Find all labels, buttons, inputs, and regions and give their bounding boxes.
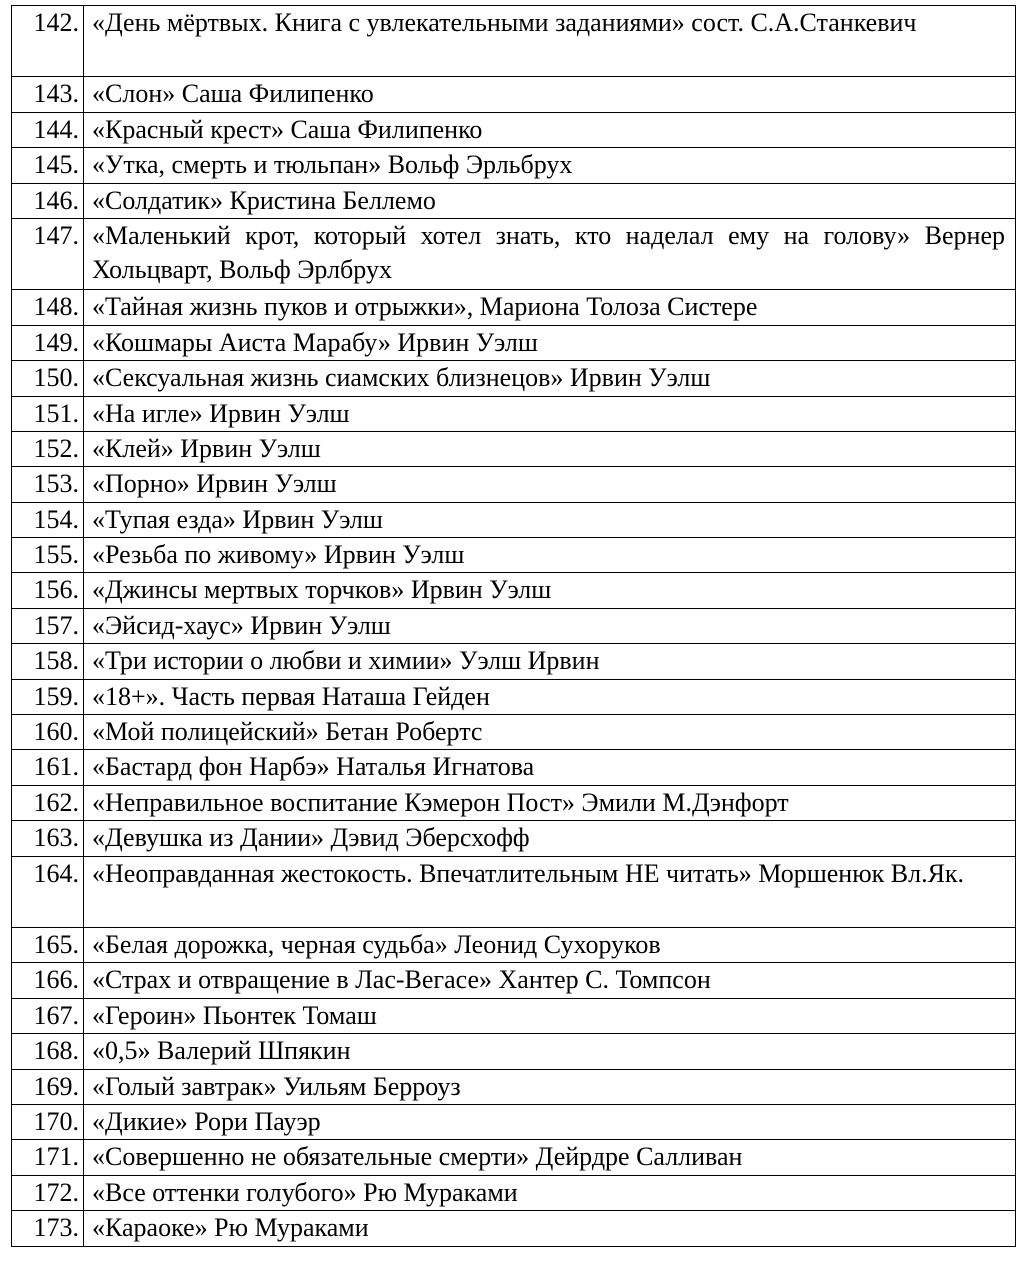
row-number: 163. [12, 821, 84, 856]
table-row [12, 1140, 1016, 1175]
row-number: 151. [12, 396, 84, 431]
row-number: 157. [12, 608, 84, 643]
document-page [11, 5, 1016, 1247]
book-title-author: «День мёртвых. Книга с увлекательными заданиями» сост. С.А.Станкевич [84, 6, 1016, 77]
book-title-author: «Солдатик» Кристина Беллемо [84, 183, 1016, 218]
table-row [12, 218, 1016, 289]
row-number: 154. [12, 502, 84, 537]
table-row [12, 998, 1016, 1033]
row-number: 160. [12, 715, 84, 750]
book-title-author: «Маленький крот, который хотел знать, кто наделал ему на голову» Вернер Хольцварт, Вольф Эрлбрух [84, 218, 1016, 289]
book-title-author: «Девушка из Дании» Дэвид Эберсхофф [84, 821, 1016, 856]
table-body [12, 6, 1016, 1247]
book-title-author: «Дикие» Рори Пауэр [84, 1104, 1016, 1139]
row-number: 161. [12, 750, 84, 785]
table-row [12, 1034, 1016, 1069]
table-row [12, 290, 1016, 325]
table-row [12, 431, 1016, 466]
row-number: 165. [12, 927, 84, 962]
book-title-author: «Героин» Пьонтек Томаш [84, 998, 1016, 1033]
row-number: 147. [12, 218, 84, 289]
row-number: 145. [12, 148, 84, 183]
row-number: 148. [12, 290, 84, 325]
book-title-author: «Страх и отвращение в Лас-Вегасе» Хантер С. Томпсон [84, 963, 1016, 998]
row-number: 164. [12, 856, 84, 927]
row-number: 149. [12, 325, 84, 360]
table-row [12, 112, 1016, 147]
book-list-table [11, 5, 1016, 1247]
row-number: 143. [12, 77, 84, 112]
book-title-author: «Бастард фон Нарбэ» Наталья Игнатова [84, 750, 1016, 785]
row-number: 171. [12, 1140, 84, 1175]
table-row [12, 679, 1016, 714]
row-number: 152. [12, 431, 84, 466]
table-row [12, 361, 1016, 396]
row-number: 150. [12, 361, 84, 396]
table-row [12, 963, 1016, 998]
row-number: 172. [12, 1175, 84, 1210]
book-title-author: «Клей» Ирвин Уэлш [84, 431, 1016, 466]
row-number: 162. [12, 785, 84, 820]
book-title-author: «Порно» Ирвин Уэлш [84, 467, 1016, 502]
book-title-author: «Белая дорожка, черная судьба» Леонид Сухоруков [84, 927, 1016, 962]
row-number: 142. [12, 6, 84, 77]
table-row [12, 148, 1016, 183]
table-row [12, 821, 1016, 856]
book-title-author: «Голый завтрак» Уильям Берроуз [84, 1069, 1016, 1104]
table-row [12, 502, 1016, 537]
book-title-author: «Резьба по живому» Ирвин Уэлш [84, 538, 1016, 573]
row-number: 159. [12, 679, 84, 714]
book-title-author: «0,5» Валерий Шпякин [84, 1034, 1016, 1069]
book-title-author: «Караоке» Рю Мураками [84, 1211, 1016, 1246]
row-number: 173. [12, 1211, 84, 1246]
book-title-author: «Неоправданная жестокость. Впечатлительным НЕ читать» Моршенюк Вл.Як. [84, 856, 1016, 927]
book-title-author: «Утка, смерть и тюльпан» Вольф Эрльбрух [84, 148, 1016, 183]
table-row [12, 644, 1016, 679]
table-row [12, 715, 1016, 750]
table-row [12, 608, 1016, 643]
row-number: 153. [12, 467, 84, 502]
row-number: 167. [12, 998, 84, 1033]
book-title-author: «Тайная жизнь пуков и отрыжки», Мариона Толоза Систере [84, 290, 1016, 325]
row-number: 169. [12, 1069, 84, 1104]
row-number: 156. [12, 573, 84, 608]
table-row [12, 325, 1016, 360]
table-row [12, 183, 1016, 218]
book-title-author: «Мой полицейский» Бетан Робертс [84, 715, 1016, 750]
table-row [12, 856, 1016, 927]
row-number: 146. [12, 183, 84, 218]
book-title-author: «18+». Часть первая Наташа Гейден [84, 679, 1016, 714]
book-title-author: «Красный крест» Саша Филипенко [84, 112, 1016, 147]
table-row [12, 77, 1016, 112]
row-number: 158. [12, 644, 84, 679]
table-row [12, 1104, 1016, 1139]
book-title-author: «Все оттенки голубого» Рю Мураками [84, 1175, 1016, 1210]
book-title-author: «Сексуальная жизнь сиамских близнецов» Ирвин Уэлш [84, 361, 1016, 396]
book-title-author: «Неправильное воспитание Кэмерон Пост» Эмили М.Дэнфорт [84, 785, 1016, 820]
row-number: 155. [12, 538, 84, 573]
book-title-author: «Эйсид-хаус» Ирвин Уэлш [84, 608, 1016, 643]
table-row [12, 538, 1016, 573]
book-title-author: «Совершенно не обязательные смерти» Дейрдре Салливан [84, 1140, 1016, 1175]
book-title-author: «Тупая езда» Ирвин Уэлш [84, 502, 1016, 537]
row-number: 168. [12, 1034, 84, 1069]
book-title-author: «На игле» Ирвин Уэлш [84, 396, 1016, 431]
book-title-author: «Джинсы мертвых торчков» Ирвин Уэлш [84, 573, 1016, 608]
book-title-author: «Кошмары Аиста Марабу» Ирвин Уэлш [84, 325, 1016, 360]
table-row [12, 750, 1016, 785]
row-number: 144. [12, 112, 84, 147]
table-row [12, 1175, 1016, 1210]
row-number: 170. [12, 1104, 84, 1139]
table-row [12, 573, 1016, 608]
table-row [12, 785, 1016, 820]
table-row [12, 1069, 1016, 1104]
table-row [12, 396, 1016, 431]
table-row [12, 1211, 1016, 1246]
table-row [12, 467, 1016, 502]
book-title-author: «Три истории о любви и химии» Уэлш Ирвин [84, 644, 1016, 679]
book-title-author: «Слон» Саша Филипенко [84, 77, 1016, 112]
table-row [12, 927, 1016, 962]
table-row [12, 6, 1016, 77]
row-number: 166. [12, 963, 84, 998]
